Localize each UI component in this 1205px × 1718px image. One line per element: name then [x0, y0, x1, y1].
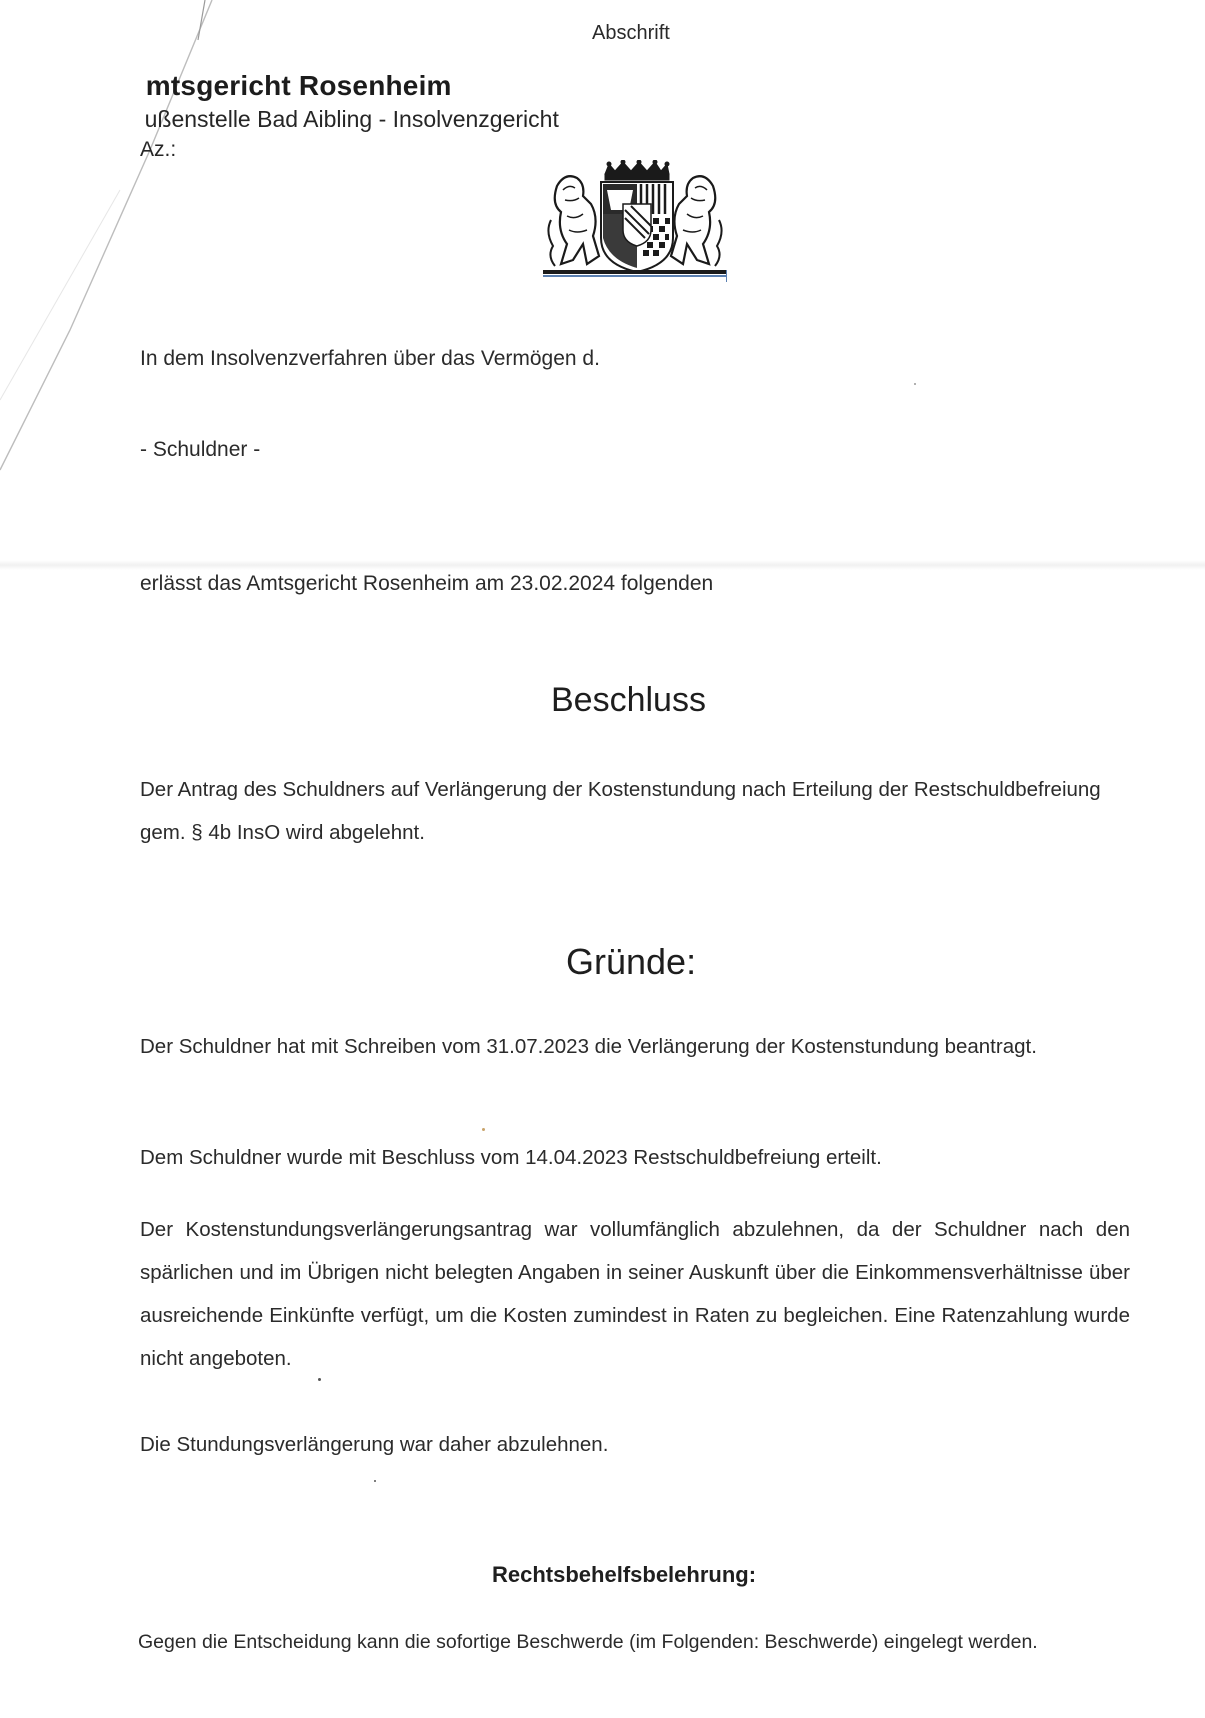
decision-tenor: Der Antrag des Schuldners auf Verlängerung der Kostenstundung nach Erteilung der Restschuldbefreiung gem. § 4b InsO wird abgelehnt. [140, 778, 1101, 844]
file-number-label: Az.: [140, 138, 177, 161]
court-branch: ußenstelle Bad Aibling - Insolvenzgericht [140, 106, 559, 132]
scan-speck [914, 383, 916, 385]
party-role-label: - Schuldner - [140, 438, 261, 461]
bavarian-coat-of-arms-icon [543, 160, 727, 282]
legal-remedy-heading: Rechtsbehelfsbelehrung: [492, 1562, 757, 1587]
decision-heading: Beschluss [551, 681, 706, 719]
reasons-paragraph: Der Kostenstundungsverlängerungsantrag war vollumfänglich abzulehnen, da der Schuldner nach den spärlichen und im Übrigen nicht belegten Angaben in seiner Auskunft über die Einkommensverhältnisse über ausreichende Einkünfte verfügt, um die Kosten zumindest in Raten zu begleichen. Eine Ratenzahlung wurde nicht angeboten. [140, 1218, 1130, 1370]
scan-speck [318, 1378, 321, 1381]
reasons-paragraph: Dem Schuldner wurde mit Beschluss vom 14.04.2023 Restschuldbefreiung erteilt. [140, 1146, 882, 1169]
legal-remedy-text: Gegen die Entscheidung kann die sofortige Beschwerde (im Folgenden: Beschwerde) eingelegt werden. [138, 1631, 1038, 1653]
proceedings-intro: In dem Insolvenzverfahren über das Vermögen d. [140, 347, 600, 370]
copy-mark: Abschrift [592, 22, 670, 44]
reasons-heading: Gründe: [566, 941, 697, 982]
court-name: mtsgericht Rosenheim [140, 70, 452, 101]
scan-speck [374, 1480, 376, 1482]
scan-speck [482, 1128, 485, 1131]
reasons-paragraph: Der Schuldner hat mit Schreiben vom 31.07.2023 die Verlängerung der Kostenstundung beantragt. [140, 1035, 1037, 1058]
scan-band [0, 560, 1205, 570]
issuing-line: erlässt das Amtsgericht Rosenheim am 23.02.2024 folgenden [140, 572, 714, 595]
reasons-paragraph: Die Stundungsverlängerung war daher abzulehnen. [140, 1433, 609, 1456]
